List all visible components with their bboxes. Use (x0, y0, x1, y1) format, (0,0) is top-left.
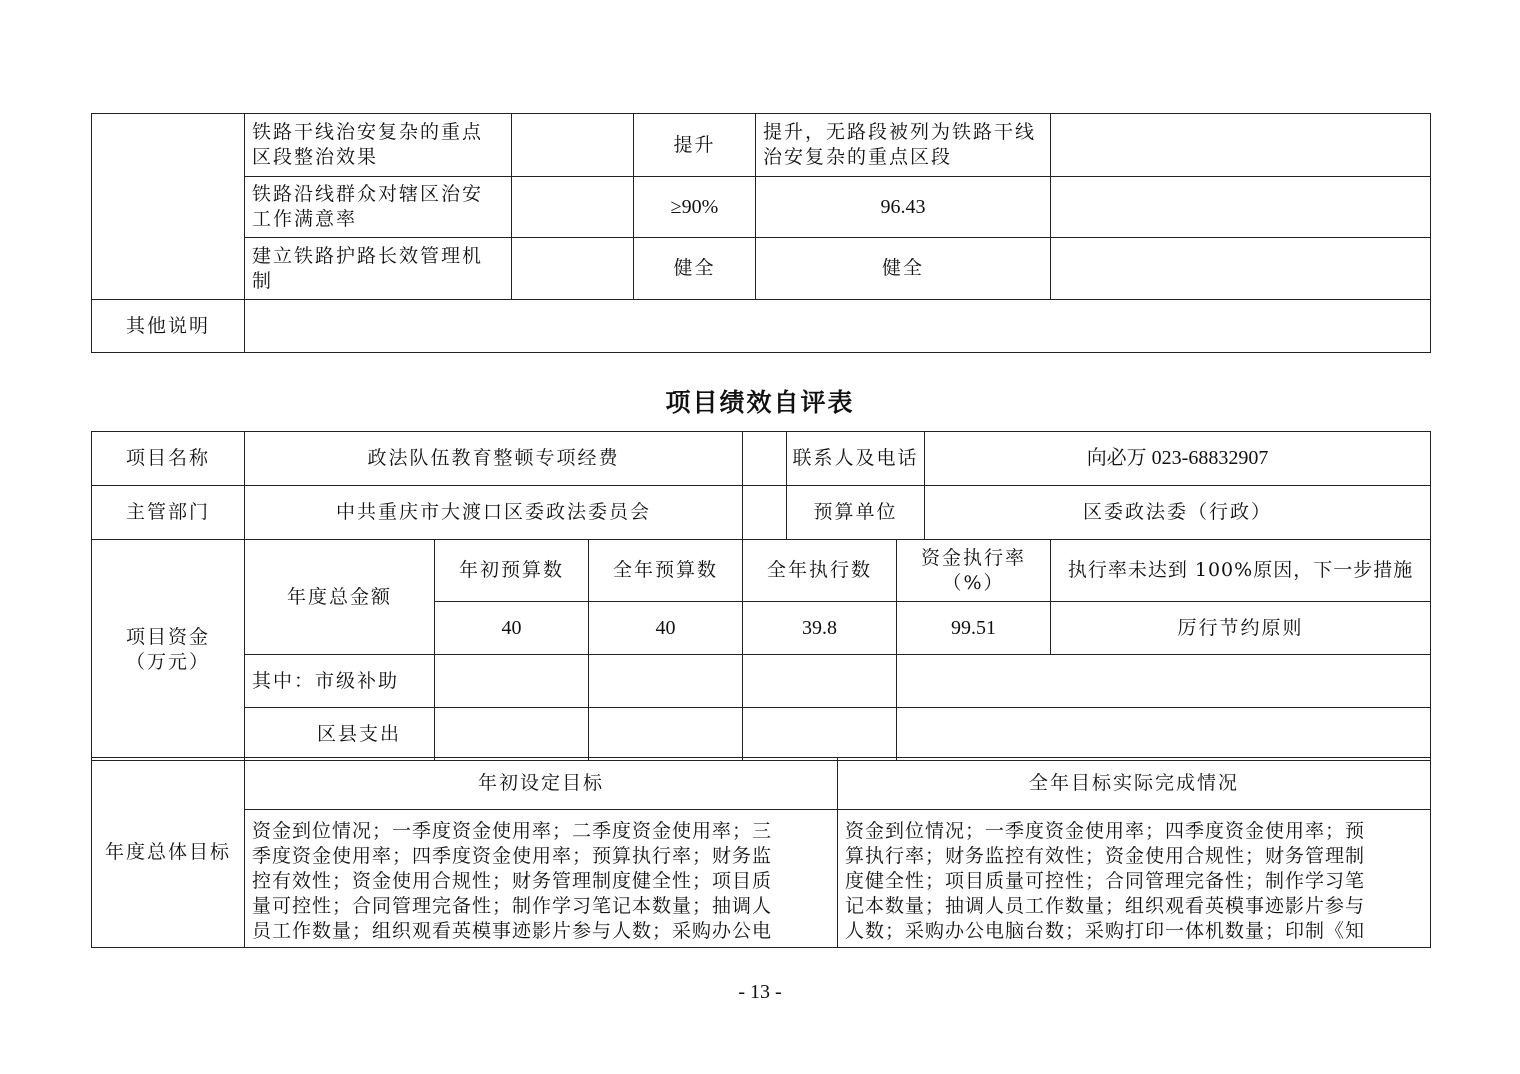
project-name-label: 项目名称 (92, 432, 245, 486)
indicator-actual: 96.43 (756, 177, 1051, 238)
table-row (92, 810, 1431, 948)
indicator-line: 工作满意率 (252, 208, 358, 230)
indicator-target: 提升 (634, 114, 756, 177)
goal-line: 量可控性；合同管理完备性；制作学习笔记本数量；抽调人 (252, 895, 773, 917)
execution-rate-value: 99.51 (897, 602, 1051, 655)
other-notes-value (245, 300, 1431, 353)
empty-cell (897, 708, 1431, 761)
initial-budget-value: 40 (435, 602, 589, 655)
indicator-actual (756, 114, 1051, 177)
empty-cell (897, 655, 1431, 708)
district-expense-label: 区县支出 (245, 708, 435, 761)
empty-cell (743, 655, 897, 708)
goal-line: 资金到位情况；一季度资金使用率；二季度资金使用率；三 (252, 820, 773, 842)
budget-unit-label: 预算单位 (786, 486, 925, 539)
initial-goals-text (245, 810, 838, 948)
goal-line: 控有效性；资金使用合规性；财务管理制度健全性；项目质 (252, 870, 773, 892)
empty-cell (589, 708, 743, 761)
budget-unit-value: 区委政法委（行政） (1083, 501, 1273, 523)
indicator-line: 区段整治效果 (252, 146, 379, 168)
empty-cell (512, 238, 634, 300)
empty-cell (743, 708, 897, 761)
completion-line: 人数；采购办公电脑台数；采购打印一体机数量；印制《知 (845, 920, 1366, 942)
empty-cell (1051, 177, 1431, 238)
project-info-table (91, 431, 1431, 761)
project-name-value: 政法队伍教育整顿专项经费 (245, 432, 743, 486)
table-row (92, 708, 1431, 761)
col-reason: 执行率未达到 100%原因，下一步措施 (1051, 540, 1431, 602)
indicator-target: ≥90% (634, 177, 756, 238)
indicator-line: 制 (252, 269, 274, 292)
empty-cell (435, 708, 589, 761)
budget-unit-cell (743, 486, 1431, 540)
table-row (92, 432, 1431, 486)
annual-execution-value: 39.8 (743, 602, 897, 655)
page-number: - 13 - (738, 981, 782, 1003)
performance-indicator-table (91, 113, 1431, 353)
contact-value: 向必万 023-68832907 (1086, 447, 1269, 469)
table-row (92, 540, 1431, 602)
goal-line: 员工作数量；组织观看英模事迹影片参与人数；采购办公电 (252, 920, 773, 942)
col-initial-budget: 年初预算数 (435, 540, 589, 602)
actual-completion-header: 全年目标实际完成情况 (838, 758, 1431, 810)
actual-line: 提升，无路段被列为铁路干线 (763, 121, 1037, 143)
indicator-line: 铁路干线治安复杂的重点 (252, 121, 484, 143)
empty-cell (1051, 238, 1431, 300)
indicator-name (245, 177, 512, 238)
table-row (92, 300, 1431, 353)
table-row (92, 114, 1431, 177)
indicator-category-cell (92, 114, 245, 300)
annual-total-label: 年度总金额 (245, 540, 435, 655)
contact-cell (743, 432, 1431, 486)
reason-value: 厉行节约原则 (1051, 602, 1431, 655)
empty-cell (512, 177, 634, 238)
annual-budget-value: 40 (589, 602, 743, 655)
department-label: 主管部门 (92, 486, 245, 540)
other-notes-label: 其他说明 (92, 300, 245, 353)
city-subsidy-label: 其中：市级补助 (245, 655, 435, 708)
indicator-target: 健全 (634, 238, 756, 300)
col-execution-rate (897, 540, 1051, 602)
completion-line: 资金到位情况；一季度资金使用率；四季度资金使用率；预 (845, 820, 1366, 842)
completion-line: 算执行率；财务监控有效性；资金使用合规性；财务管理制 (845, 845, 1366, 867)
annual-goals-table (91, 757, 1431, 948)
department-value: 中共重庆市大渡口区委政法委员会 (245, 486, 743, 540)
empty-cell (589, 655, 743, 708)
goal-line: 季度资金使用率；四季度资金使用率；预算执行率；财务监 (252, 845, 773, 867)
actual-completion-text (838, 810, 1431, 948)
empty-cell (435, 655, 589, 708)
indicator-name (245, 114, 512, 177)
contact-label: 联系人及电话 (786, 432, 925, 485)
table-row (92, 486, 1431, 540)
execution-rate-label: 资金执行率 (921, 546, 1027, 569)
funds-label-text: 项目资金 (125, 626, 210, 648)
completion-line: 记本数量；抽调人员工作数量；组织观看英模事迹影片参与 (845, 895, 1366, 917)
indicator-actual: 健全 (756, 238, 1051, 300)
completion-line: 度健全性；项目质量可控性；合同管理完备性；制作学习笔 (845, 870, 1366, 892)
empty-cell (512, 114, 634, 177)
table-row (92, 238, 1431, 300)
indicator-line: 建立铁路护路长效管理机 (252, 244, 484, 267)
funds-unit-text: （万元） (125, 651, 210, 673)
table-row (92, 758, 1431, 810)
table-row (92, 177, 1431, 238)
annual-goals-label: 年度总体目标 (92, 758, 245, 948)
actual-line: 治安复杂的重点区段 (763, 146, 953, 168)
execution-rate-unit: （%） (942, 571, 1005, 594)
empty-cell (1051, 114, 1431, 177)
funds-label (92, 540, 245, 761)
col-annual-execution: 全年执行数 (743, 540, 897, 602)
table-row (92, 655, 1431, 708)
indicator-name (245, 238, 512, 300)
col-annual-budget: 全年预算数 (589, 540, 743, 602)
section-title: 项目绩效自评表 (665, 388, 855, 417)
indicator-line: 铁路沿线群众对辖区治安 (252, 183, 484, 205)
initial-goals-header: 年初设定目标 (245, 758, 838, 810)
